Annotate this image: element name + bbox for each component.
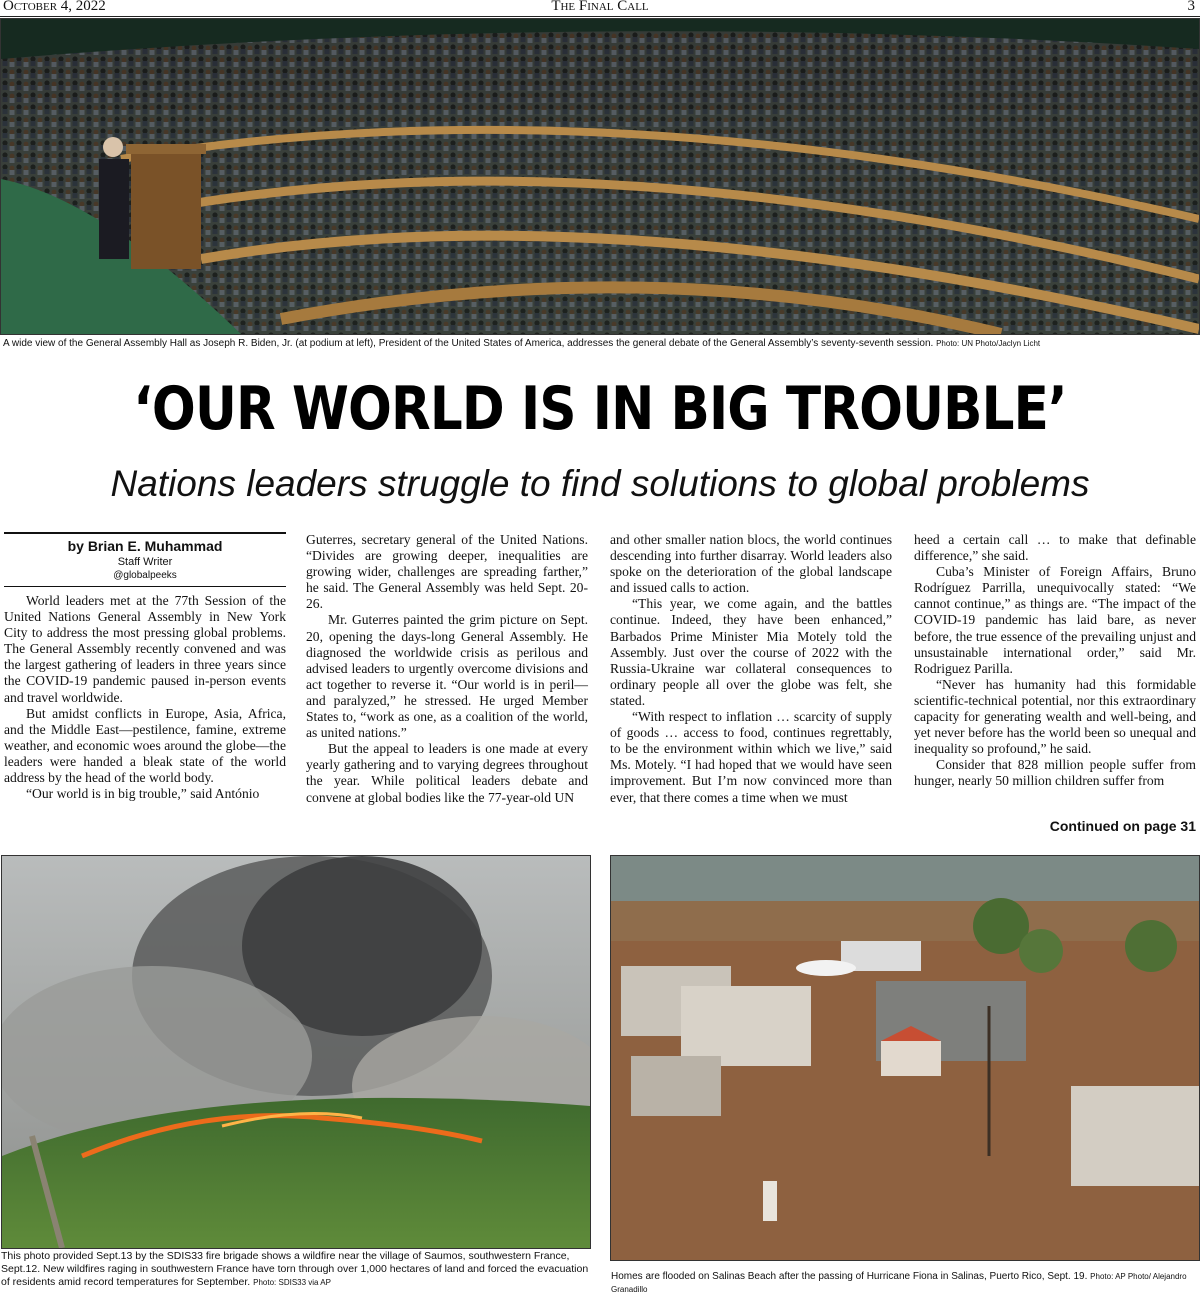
paragraph: heed a certain call … to make that definable difference,” she said.	[914, 532, 1196, 564]
article-column-4	[914, 532, 1196, 790]
headline: ‘OUR WORLD IS IN BIG TROUBLE’	[133, 374, 1067, 444]
paragraph: Guterres, secretary general of the United Nations. “Divides are growing deeper, inequalities are growing wider, challenges are spreading farther,” he said. The General Assembly was held Sept. 20-26.	[306, 532, 588, 612]
flood-caption-text: Homes are flooded on Salinas Beach after the passing of Hurricane Fiona in Salinas, Puerto Rico, Sept. 19.	[611, 1271, 1088, 1282]
general-assembly-photo	[0, 18, 1200, 335]
wildfire-photo	[1, 855, 591, 1249]
article-column-3	[610, 532, 892, 806]
paragraph: Cuba’s Minister of Foreign Affairs, Bruno Rodríguez Parrilla, unequivocally stated: “We cannot continue,” as things are. “The impact of the COVID-19 pandemic has laid bare, as never before, the true essence of the prevailing unjust and unsustainable international order,” said Mr. Rodriguez Parilla.	[914, 564, 1196, 676]
subheadline: Nations leaders struggle to find solutions to global problems	[110, 463, 1090, 504]
paragraph: Consider that 828 million people suffer from hunger, nearly 50 million children suffer from	[914, 757, 1196, 789]
flood-caption	[611, 1270, 1199, 1296]
paragraph: “Never has humanity had this formidable scientific-technical potential, nor this extraordinary capacity for generating wealth and well-being, and yet never before has the world been so unequal and inequality so profound,” he said.	[914, 676, 1196, 757]
top-photo-credit: Photo: UN Photo/Jaclyn Licht	[936, 339, 1041, 348]
flood-credit: Photo: AP Photo/ Alejandro Granadillo	[611, 1272, 1187, 1294]
flood-photo	[610, 855, 1200, 1261]
article-column-1	[4, 532, 286, 802]
paragraph: “With respect to inflation … scarcity of supply of goods … access to food, continues regrettably, to be the environment within which we live,” said Ms. Motely. “I had hoped that we would have seen improvement. But I’m now convinced more than ever, that there comes a time when we must	[610, 709, 892, 805]
paper-name: The Final Call	[551, 0, 649, 14]
wildfire-caption	[1, 1250, 591, 1289]
byline-role: Staff Writer	[117, 556, 173, 568]
paragraph: But the appeal to leaders is one made at every yearly gathering and to varying degrees throughout the year. While political leaders debate and convene at global bodies like the 77-year-old UN	[306, 741, 588, 805]
masthead	[0, 0, 1200, 17]
continued-link[interactable]: Continued on page 31	[1049, 818, 1196, 834]
byline-name: by Brian E. Muhammad	[67, 538, 223, 554]
page-number: 3	[1187, 0, 1195, 14]
paragraph: Mr. Guterres painted the grim picture on Sept. 20, opening the days-long General Assembly. He diagnosed the worldwide crisis as perilous and advised leaders to urgently overcome divisions and act together to reverse it. “Our world is in peril—and paralyzed,” he stressed. He urged Member States to, “work as one, as a coalition of the world, as united nations.”	[306, 612, 588, 741]
issue-date: October 4, 2022	[3, 0, 106, 14]
wildfire-caption-text: This photo provided Sept.13 by the SDIS33 fire brigade shows a wildfire near the village of Saumos, southwestern France, Sept.12. New wildfires raging in southwestern France have torn through over 1,000 hectares of land and forced the evacuation of residents amid record temperatures for September.	[1, 1250, 589, 1288]
byline	[4, 532, 286, 587]
paragraph: and other smaller nation blocs, the world continues descending into further disarray. World leaders also spoke on the deterioration of the global landscape and issued calls to action.	[610, 532, 892, 596]
paragraph: “Our world is in big trouble,” said António	[26, 786, 260, 802]
paragraph: But amidst conflicts in Europe, Asia, Africa, and the Middle East—pestilence, famine, extreme weather, and economic woes around the globe—the leaders were handed a bleak state of the world address by the head of the world body.	[4, 705, 286, 786]
paragraph: “This year, we come again, and the battles continue. Indeed, they have been enhanced,” Barbados Prime Minister Mia Motely told the Assembly. Just over the course of 2022 with the Russia-Ukraine war collateral consequences to ordinary people all over the globe was felt, she stated.	[610, 596, 892, 708]
top-photo-caption-text: A wide view of the General Assembly Hall as Joseph R. Biden, Jr. (at podium at left), President of the United States of America, addresses the general debate of the General Assembly’s seventy-seventh session.	[3, 338, 934, 349]
paragraph: World leaders met at the 77th Session of the United Nations General Assembly in New York City to address the most pressing global problems. The General Assembly recently convened and was the largest gathering of leaders in three years since the COVID-19 pandemic paused in-person events and travel worldwide.	[4, 593, 286, 705]
article-column-2	[306, 532, 588, 806]
byline-handle: @globalpeeks	[113, 570, 177, 581]
top-photo-caption	[3, 337, 1197, 350]
wildfire-credit: Photo: SDIS33 via AP	[253, 1278, 331, 1287]
